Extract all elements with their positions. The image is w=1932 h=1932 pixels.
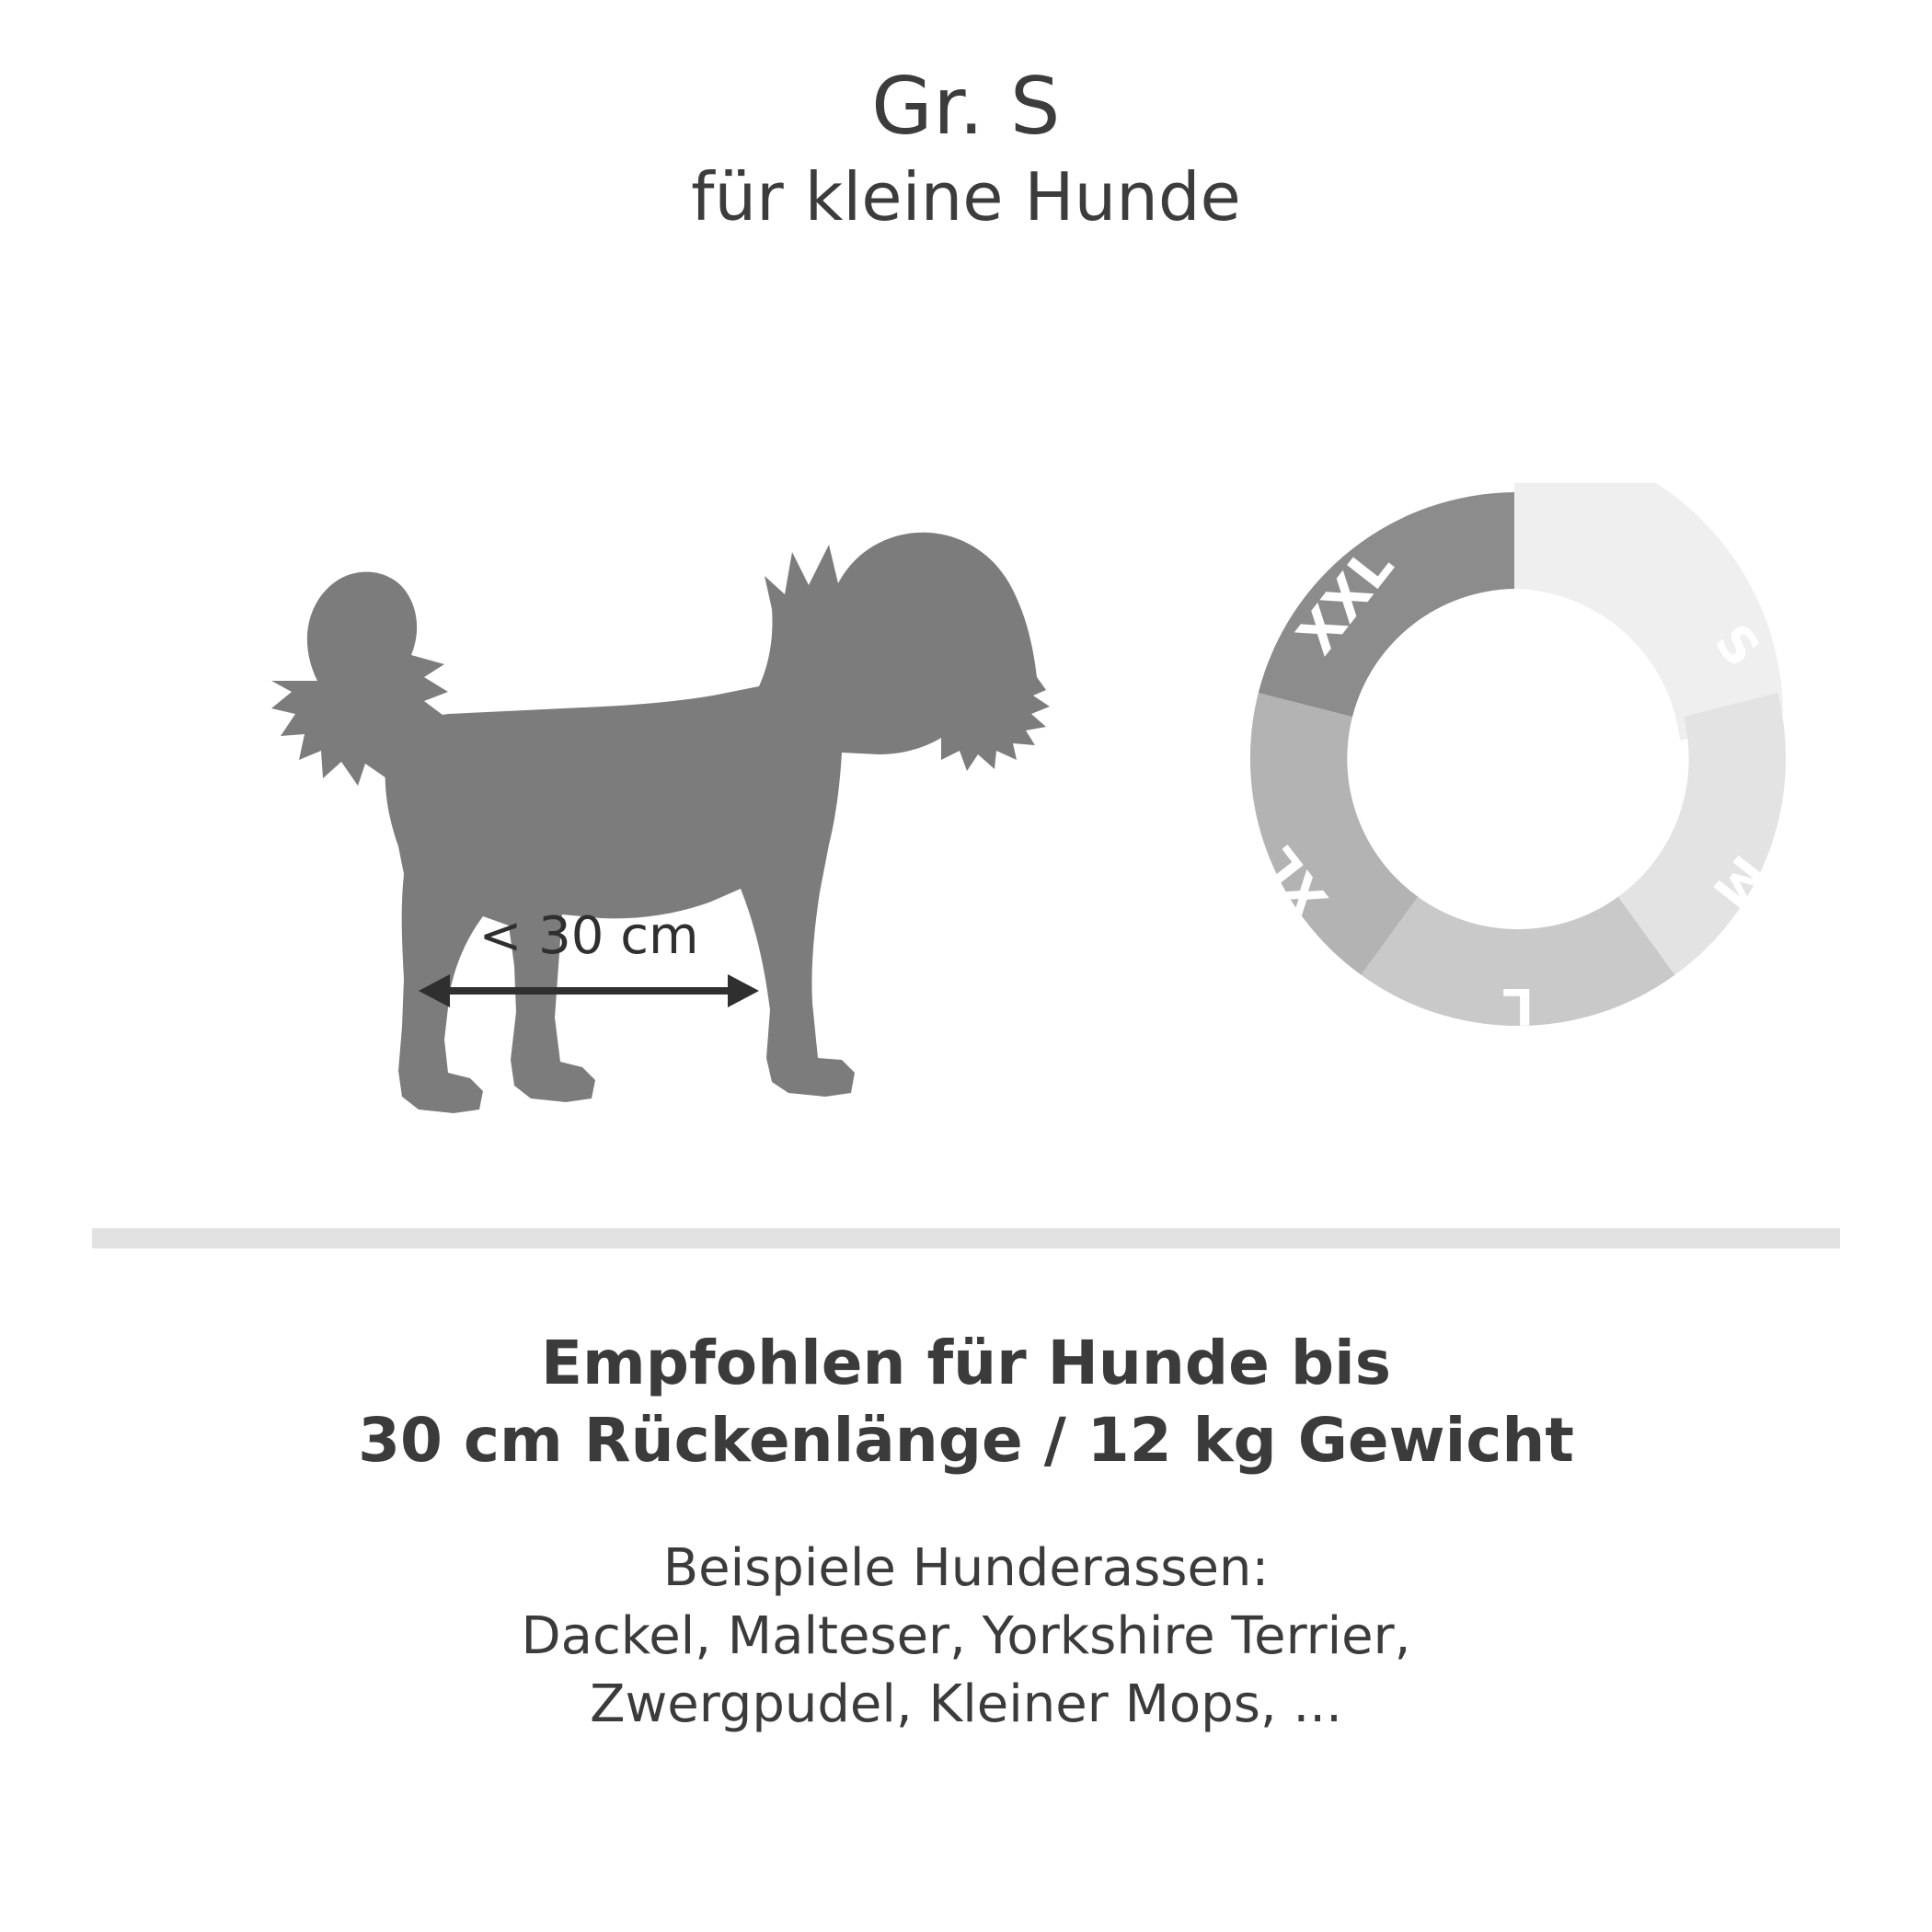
wheel-label-xl: XL — [1250, 836, 1340, 927]
wheel-label-s: S — [1703, 613, 1772, 678]
page-subtitle: für kleine Hunde — [691, 157, 1241, 236]
examples-heading: Beispiele Hunderassen: — [662, 1537, 1270, 1598]
illustration-area — [0, 396, 1932, 1159]
divider — [92, 1228, 1840, 1248]
details-section — [0, 1325, 1932, 1739]
double-arrow-icon — [419, 971, 759, 1026]
examples-line-1: Dackel, Malteser, Yorkshire Terrier, — [521, 1605, 1411, 1666]
recommendation-line-1: Empfohlen für Hunde bis — [540, 1328, 1392, 1398]
size-wheel — [1196, 396, 1840, 1122]
measure-annotation — [419, 906, 759, 1017]
wheel-label-m: M — [1701, 844, 1777, 919]
wheel-segment-xxl — [1259, 492, 1514, 717]
page-title: Gr. S — [871, 61, 1061, 153]
dog-silhouette-icon — [207, 414, 1127, 1141]
recommendation-line-2: 30 cm Rückenlänge / 12 kg Gewicht — [358, 1405, 1574, 1477]
header — [0, 61, 1932, 236]
measure-label: < 30 cm — [478, 906, 699, 966]
examples-line-2: Zwergpudel, Kleiner Mops, ... — [590, 1673, 1342, 1734]
wheel-label-xxl: XXL — [1284, 535, 1406, 666]
wheel-label-l: L — [1501, 977, 1535, 1035]
